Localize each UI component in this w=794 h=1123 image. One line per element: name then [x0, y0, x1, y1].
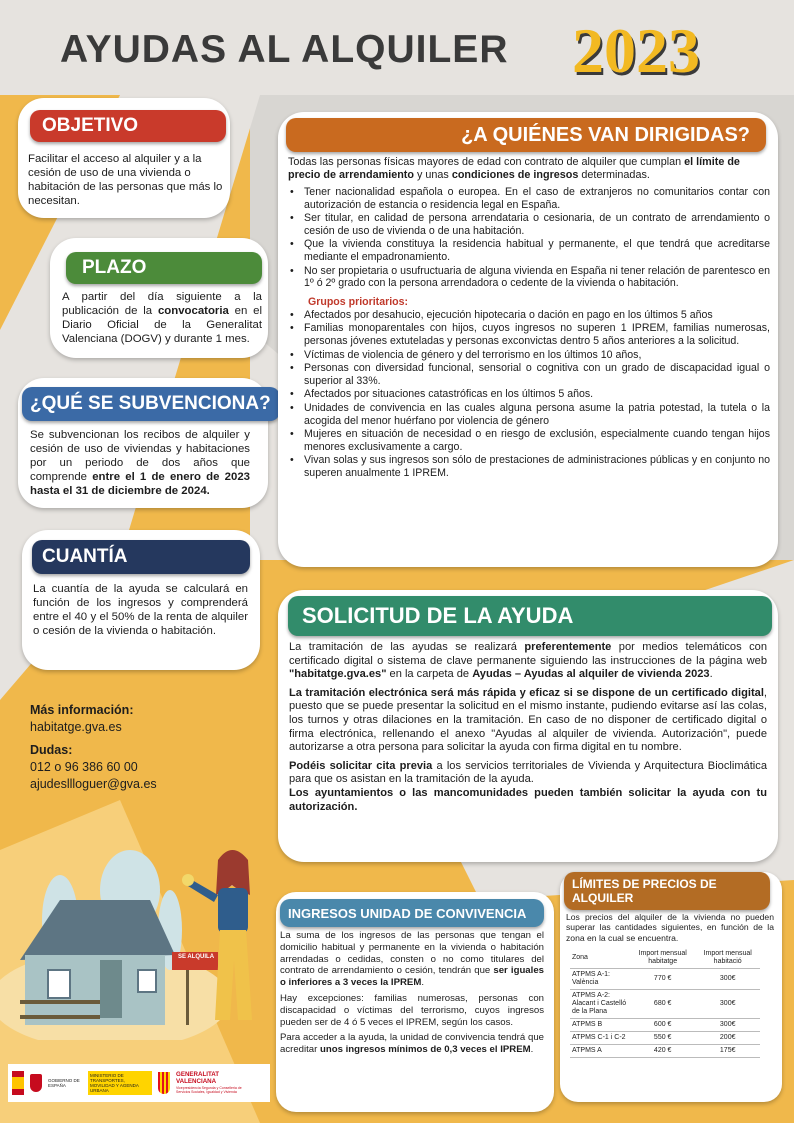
table-header-row: [570, 948, 760, 969]
list-item: • Víctimas de violencia de género y del terrorismo en los últimos 10 años,: [304, 349, 770, 362]
generalitat-logo-icon: [158, 1072, 170, 1094]
text-part: .: [421, 977, 424, 989]
table-header: Import mensual habitació: [695, 948, 760, 969]
ingresos-p1: [280, 930, 544, 989]
requisitos-list: [288, 186, 770, 290]
table-cell: 550 €: [630, 1032, 695, 1045]
plazo-text-bold: convocatoria: [157, 305, 229, 317]
subvenciona-label: ¿QUÉ SE SUBVENCIONA?: [22, 387, 280, 421]
text-bold: unos ingresos mínimos de 0,3 veces el IPREM: [320, 1044, 531, 1056]
list-item: • Afectados por situaciones catastróficas en los últimos 5 años.: [304, 388, 770, 401]
ingresos-body: [280, 930, 544, 1056]
list-item: • Que la vivienda constituya la residencia habitual y permanente, el que tendrá que acreditarse mediante el empadronamiento.: [304, 238, 770, 263]
intro-part: determinadas.: [578, 169, 650, 181]
ministerio-text: MINISTERIO DE TRANSPORTES, MOVILIDAD Y AGENDA URBANA: [88, 1071, 152, 1095]
intro-bold: el límite de precio de arrendamiento: [288, 156, 740, 181]
plazo-text: [62, 290, 262, 346]
table-row: [570, 1019, 760, 1032]
logos-bar: [8, 1064, 270, 1102]
text-part: en la carpeta de: [386, 668, 473, 681]
table-cell: 175€: [695, 1045, 760, 1058]
text-part: a los servicios territoriales de Vivienda y Arquitectura Bioclimática para que os asistan en la tramitación de la ayuda.: [289, 759, 767, 786]
cuantia-text: La cuantía de la ayuda se calculará en función de los ingresos y comprenderá entre el 40 y el 50% de la renta de alquiler o cesión de la vivienda o habitación.: [33, 583, 248, 637]
generalitat-text: GENERALITAT VALENCIANA: [176, 1071, 220, 1085]
table-header: Zona: [570, 948, 630, 969]
list-item: • Vivan solas y sus ingresos son sólo de prestaciones de administraciones públicas y en conjunto no superen anualmente 1 IPREM.: [304, 454, 770, 479]
subvenciona-text-part: Se subvencionan los recibos de alquiler y cesión de uso de viviendas y habitaciones por un periodo de dos años que comprende: [30, 429, 250, 483]
text-part: La suma de los ingresos de las personas que tengan el domicilio habitual y permanente en la vivienda o habitación arrendadas o cedidas, consten o no como titulares del contrato de arrendamiento o cesión, tendrán que: [280, 930, 544, 977]
table-row: [570, 1032, 760, 1045]
table-cell: 600 €: [630, 1019, 695, 1032]
ingresos-p2: Hay excepciones: familias numerosas, personas con discapacidad o víctimas del terrorismo, cuyos ingresos pueden ser de 4 ó 5 veces el IPREM, según los casos.: [280, 992, 544, 1028]
table-cell: 300€: [695, 1019, 760, 1032]
plazo-text-part: en el Diario Oficial de la Generalitat Valenciana (DOGV) y durante 1 mes.: [62, 305, 262, 345]
list-item: • Ser titular, en calidad de persona arrendataria o cesionaria, de un contrato de arrendamiento o cesión de uso de vivienda o de una habitación.: [304, 212, 770, 237]
solicitud-body: [289, 641, 767, 814]
table-cell: ATPMS B: [570, 1019, 630, 1032]
generalitat-block: [176, 1072, 248, 1094]
ingresos-label: INGRESOS UNIDAD DE CONVIVENCIA: [280, 899, 544, 927]
table-cell: 770 €: [630, 969, 695, 990]
plazo-text-part: A partir del día siguiente a la publicación de la: [62, 291, 262, 317]
spain-flag-icon: [12, 1071, 24, 1095]
table-cell: ATPMS A-2: Alacant i Castelló de la Plana: [570, 990, 630, 1019]
table-cell: 420 €: [630, 1045, 695, 1058]
page-title: AYUDAS AL ALQUILER: [60, 28, 509, 71]
list-item: • No ser propietaria o usufructuaria de alguna vivienda en España ni tener relación de parentesco en 1º ó 2º grado con la persona arrendadora o cedente de la vivienda o habitación.: [304, 265, 770, 290]
contact-block: [30, 702, 230, 793]
solicitud-p3: [289, 760, 767, 787]
table-row: [570, 990, 760, 1019]
limites-intro: Los precios del alquiler de la vivienda no pueden superar las cantidades siguientes, en función de la zona en la cual se encuentra.: [566, 912, 774, 943]
table-row: [570, 1045, 760, 1058]
phone-number[interactable]: 012 o 96 386 60 00: [30, 760, 138, 774]
text-bold: Podéis solicitar cita previa: [289, 759, 433, 772]
list-item: • Mujeres en situación de necesidad o en riesgo de exclusión, especialmente cuando tengan hijos menores exclusivamente a cargo.: [304, 428, 770, 453]
limites-table: [570, 948, 760, 1058]
subvenciona-text-bold: entre el 1 de enero de 2023 hasta el 31 de diciembre de 2024.: [30, 471, 250, 497]
grupos-list: [288, 309, 770, 480]
intro-part: Todas las personas físicas mayores de edad con contrato de alquiler que cumplan: [288, 156, 685, 168]
table-cell: 200€: [695, 1032, 760, 1045]
table-cell: ATPMS A: [570, 1045, 630, 1058]
objetivo-label: OBJETIVO: [30, 110, 226, 142]
solicitud-p4: [289, 787, 767, 814]
se-alquila-sign: SE ALQUILA: [177, 954, 215, 960]
list-item: • Familias monoparentales con hijos, cuyos ingresos no superen 1 IPREM, familias numerosas, personas jóvenes extuteladas y personas exconvictas dentro 5 años anteriores a la solicitud.: [304, 322, 770, 347]
intro-bold: condiciones de ingresos: [451, 169, 579, 181]
house-illustration: [0, 840, 280, 1040]
list-item: • Tener nacionalidad española o europea. En el caso de extranjeros no comunitarios contar con autorización de estancia o residencia legal en España.: [304, 186, 770, 211]
conselleria-text: Vicepresidencia Segunda y Conselleria de Servicios Sociales, Igualdad y Vivienda: [176, 1085, 242, 1094]
text-part: Para acceder a la ayuda, la unidad de convivencia tendrá que acreditar: [280, 1032, 544, 1056]
year-title: 2023: [572, 15, 700, 86]
text-bold: preferentemente: [524, 641, 612, 653]
solicitud-label: SOLICITUD DE LA AYUDA: [288, 596, 772, 636]
text-bold: Ayudas – Ayudas al alquiler de vivienda 2023: [472, 668, 710, 681]
web-link[interactable]: habitatge.gva.es: [30, 720, 122, 734]
text-part: , puesto que se puede presentar la solicitud en el mismo instante, pudiendo evitarse así las colas, los turnos y otras dilaciones en la tramitación. En caso de no disponer de certificado digital o firma electrónica, rellenando el anexo "Ayudas al alquiler de vivienda. Autorización", puede autorizarse a otra persona para solicitar la ayuda con firma digital en tu nombre.: [289, 686, 767, 754]
objetivo-text: Facilitar el acceso al alquiler y a la cesión de uso de una vivienda o habitación de las personas que más lo necesitan.: [28, 153, 223, 207]
solicitud-p1: [289, 641, 767, 682]
dirigidas-label: ¿A QUIÉNES VAN DIRIGIDAS?: [286, 118, 766, 152]
coat-of-arms-icon: [30, 1074, 42, 1092]
list-item: • Unidades de convivencia en las cuales alguna persona asume la patria potestad, la tutela o la acogida del menor huérfano por violencia de género: [304, 402, 770, 427]
intro-part: y unas: [414, 169, 452, 181]
table-header: Import mensual habitatge: [630, 948, 695, 969]
cuantia-label: CUANTÍA: [32, 540, 250, 574]
text-part: .: [530, 1044, 534, 1056]
table-cell: ATPMS A-1: València: [570, 969, 630, 990]
plazo-label: PLAZO: [66, 252, 262, 284]
text-bold: La tramitación electrónica será más rápida y eficaz si se dispone de un certificado digital: [289, 686, 764, 699]
web-reference: "habitatge.gva.es": [289, 668, 387, 681]
list-item: • Afectados por desahucio, ejecución hipotecaria o dación en pago en los últimos 5 años: [304, 309, 770, 322]
table-row: [570, 969, 760, 990]
dirigidas-body: [288, 156, 770, 480]
dudas-label: Dudas:: [30, 743, 73, 757]
solicitud-p2: [289, 687, 767, 755]
gobierno-text: GOBIERNO DE ESPAÑA: [48, 1078, 80, 1088]
text-part: por medios telemáticos con certificado digital o sistema de clave permanente siguiendo las instrucciones de la página web: [289, 641, 767, 667]
table-cell: 680 €: [630, 990, 695, 1019]
text-bold: ser iguales o inferiores a 3 veces la IPREM: [280, 965, 544, 989]
list-item: • Personas con diversidad funcional, sensorial o cognitiva con un grado de discapacidad igual o superior al 33%.: [304, 362, 770, 387]
mas-info-label: Más información:: [30, 703, 134, 717]
table-cell: 300€: [695, 990, 760, 1019]
grupos-label: Grupos prioritarios:: [308, 295, 409, 308]
dirigidas-intro: [288, 156, 770, 182]
limites-label: LÍMITES DE PRECIOS DE ALQUILER: [564, 872, 770, 910]
text-bold: Los ayuntamientos o las mancomunidades pueden también solicitar la ayuda con tu autorización.: [289, 786, 767, 813]
subvenciona-text: [30, 428, 250, 498]
ingresos-p3: [280, 1032, 544, 1056]
text-part: .: [709, 668, 713, 681]
email-link[interactable]: ajudesllloguer@gva.es: [30, 777, 157, 791]
table-cell: 300€: [695, 969, 760, 990]
table-cell: ATPMS C-1 i C-2: [570, 1032, 630, 1045]
text-part: La tramitación de las ayudas se realizará: [289, 641, 525, 653]
